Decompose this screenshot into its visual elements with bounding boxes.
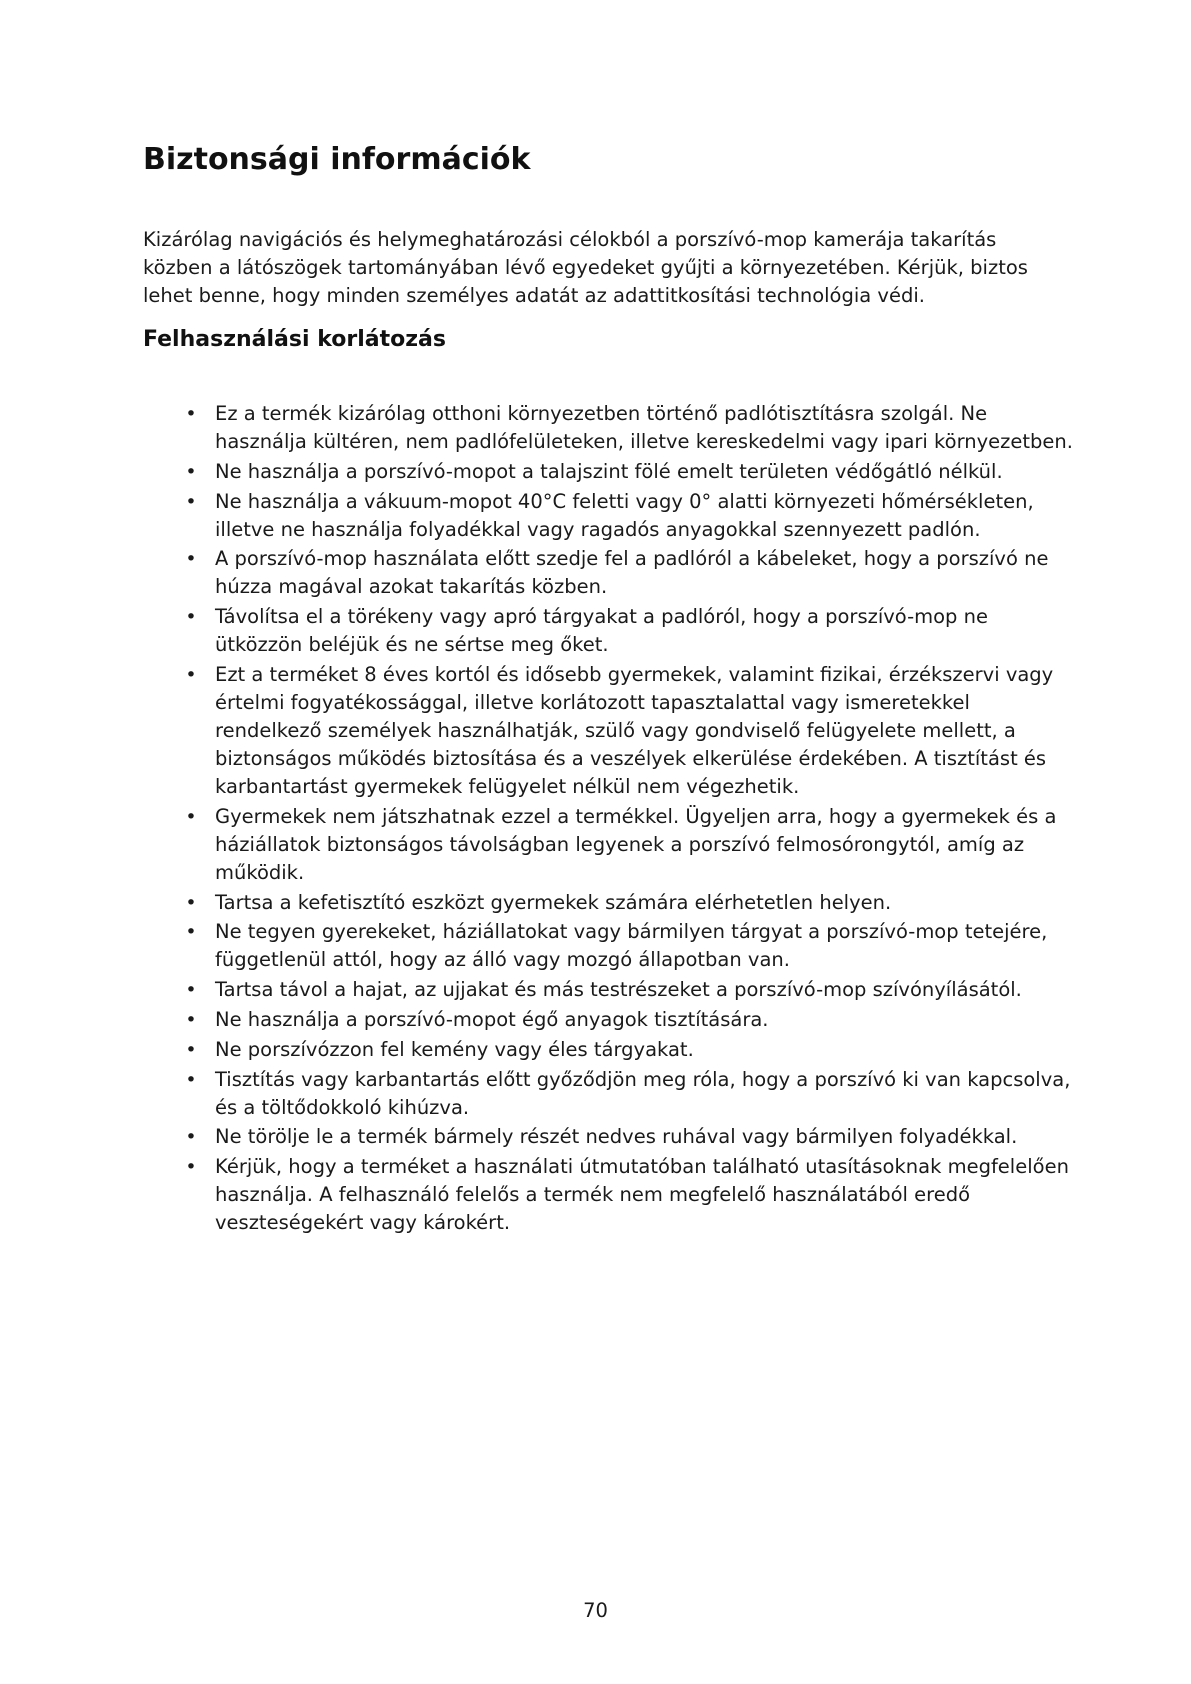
page-title: Biztonsági információk bbox=[143, 142, 531, 177]
bullet-icon: • bbox=[185, 805, 197, 828]
bullet-icon: • bbox=[185, 1038, 197, 1061]
list-item bbox=[143, 1006, 1078, 1034]
list-item-text: Gyermekek nem játszhatnak ezzel a termékkel. Ügyeljen arra, hogy a gyermekek és a háziállatok biztonságos távolságban legyenek a porszívó felmosórongytól, amíg az működik. bbox=[215, 804, 1057, 884]
list-item-text: Ne használja a porszívó-mopot a talajszint fölé emelt területen védőgátló nélkül. bbox=[215, 459, 1003, 483]
list-item-text: Távolítsa el a törékeny vagy apró tárgyakat a padlóról, hogy a porszívó-mop ne ütközzön beléjük és ne sértse meg őket. bbox=[215, 605, 988, 657]
list-item bbox=[143, 661, 1078, 801]
usage-restrictions-list bbox=[143, 400, 1078, 1239]
section-heading: Felhasználási korlátozás bbox=[143, 327, 446, 352]
bullet-icon: • bbox=[185, 1068, 197, 1091]
list-item bbox=[143, 1036, 1078, 1064]
bullet-icon: • bbox=[185, 1008, 197, 1031]
list-item bbox=[143, 918, 1078, 974]
list-item-text: Tartsa a kefetisztító eszközt gyermekek számára elérhetetlen helyen. bbox=[215, 890, 892, 914]
list-item bbox=[143, 400, 1078, 456]
list-item-text: Tisztítás vagy karbantartás előtt győződjön meg róla, hogy a porszívó ki van kapcsolva, és a töltődokkoló kihúzva. bbox=[215, 1067, 1071, 1119]
page-number: 70 bbox=[583, 1599, 608, 1622]
list-item bbox=[143, 889, 1078, 917]
list-item bbox=[143, 488, 1078, 544]
list-item bbox=[143, 1066, 1078, 1122]
bullet-icon: • bbox=[185, 403, 197, 425]
bullet-icon: • bbox=[185, 1156, 197, 1179]
list-item-text: Ez a termék kizárólag otthoni környezetben történő padlótisztításra szolgál. Ne használja kültéren, nem padlófelületeken, illetve kereskedelmi vagy ipari környezetben. bbox=[215, 402, 1073, 453]
bullet-icon: • bbox=[185, 606, 197, 629]
bullet-icon: • bbox=[185, 921, 197, 944]
list-item-text: Ne tegyen gyerekeket, háziállatokat vagy bármilyen tárgyat a porszívó-mop tetejére, függetlenül attól, hogy az álló vagy mozgó állapotban van. bbox=[215, 920, 1048, 972]
bullet-icon: • bbox=[185, 548, 197, 571]
bullet-icon: • bbox=[185, 663, 197, 686]
intro-paragraph: Kizárólag navigációs és helymeghatározási célokból a porszívó-mop kamerája takarítás közben a látószögek tartományában lévő egyedeket gyűjti a környezetében. Kérjük, biztos lehet benne, hogy minden személyes adatát az adattitkosítási technológia védi. bbox=[143, 228, 1028, 307]
list-item-text: Ne porszívózzon fel kemény vagy éles tárgyakat. bbox=[215, 1037, 694, 1061]
bullet-icon: • bbox=[185, 979, 197, 1002]
list-item-text: Tartsa távol a hajat, az ujjakat és más testrészeket a porszívó-mop szívónyílásától. bbox=[215, 978, 1022, 1002]
bullet-icon: • bbox=[185, 1126, 197, 1149]
bullet-icon: • bbox=[185, 490, 197, 513]
list-item bbox=[143, 803, 1078, 887]
list-item bbox=[143, 976, 1078, 1004]
list-item-text: Ezt a terméket 8 éves kortól és idősebb gyermekek, valamint fizikai, érzékszervi vagy értelmi fogyatékossággal, illetve korlátozott tapasztalattal vagy ismeretekkel rendelkező személyek használhatják, szülő vagy gondviselő felügyelete mellett, a biztonságos működés biztosítása és a veszélyek elkerülése érdekében. A tisztítást és karbantartást gyermekek felügyelet nélkül nem végezhetik. bbox=[215, 662, 1054, 798]
bullet-icon: • bbox=[185, 460, 197, 483]
list-item-text: Ne törölje le a termék bármely részét nedves ruhával vagy bármilyen folyadékkal. bbox=[215, 1125, 1018, 1149]
list-item bbox=[143, 1123, 1078, 1151]
list-item bbox=[143, 458, 1078, 486]
list-item-text: Kérjük, hogy a terméket a használati útmutatóban található utasításoknak megfelelően használja. A felhasználó felelős a termék nem megfelelő használatából eredő veszteségekért vagy károkért. bbox=[215, 1155, 1069, 1235]
list-item-text: Ne használja a porszívó-mopot égő anyagok tisztítására. bbox=[215, 1007, 769, 1031]
list-item bbox=[143, 1153, 1078, 1237]
list-item bbox=[143, 603, 1078, 659]
list-item bbox=[143, 545, 1078, 601]
list-item-text: A porszívó-mop használata előtt szedje fel a padlóról a kábeleket, hogy a porszívó ne húzza magával azokat takarítás közben. bbox=[215, 547, 1049, 599]
list-item-text: Ne használja a vákuum-mopot 40°C feletti vagy 0° alatti környezeti hőmérsékleten, illetve ne használja folyadékkal vagy ragadós anyagokkal szennyezett padlón. bbox=[215, 489, 1034, 541]
bullet-icon: • bbox=[185, 891, 197, 914]
